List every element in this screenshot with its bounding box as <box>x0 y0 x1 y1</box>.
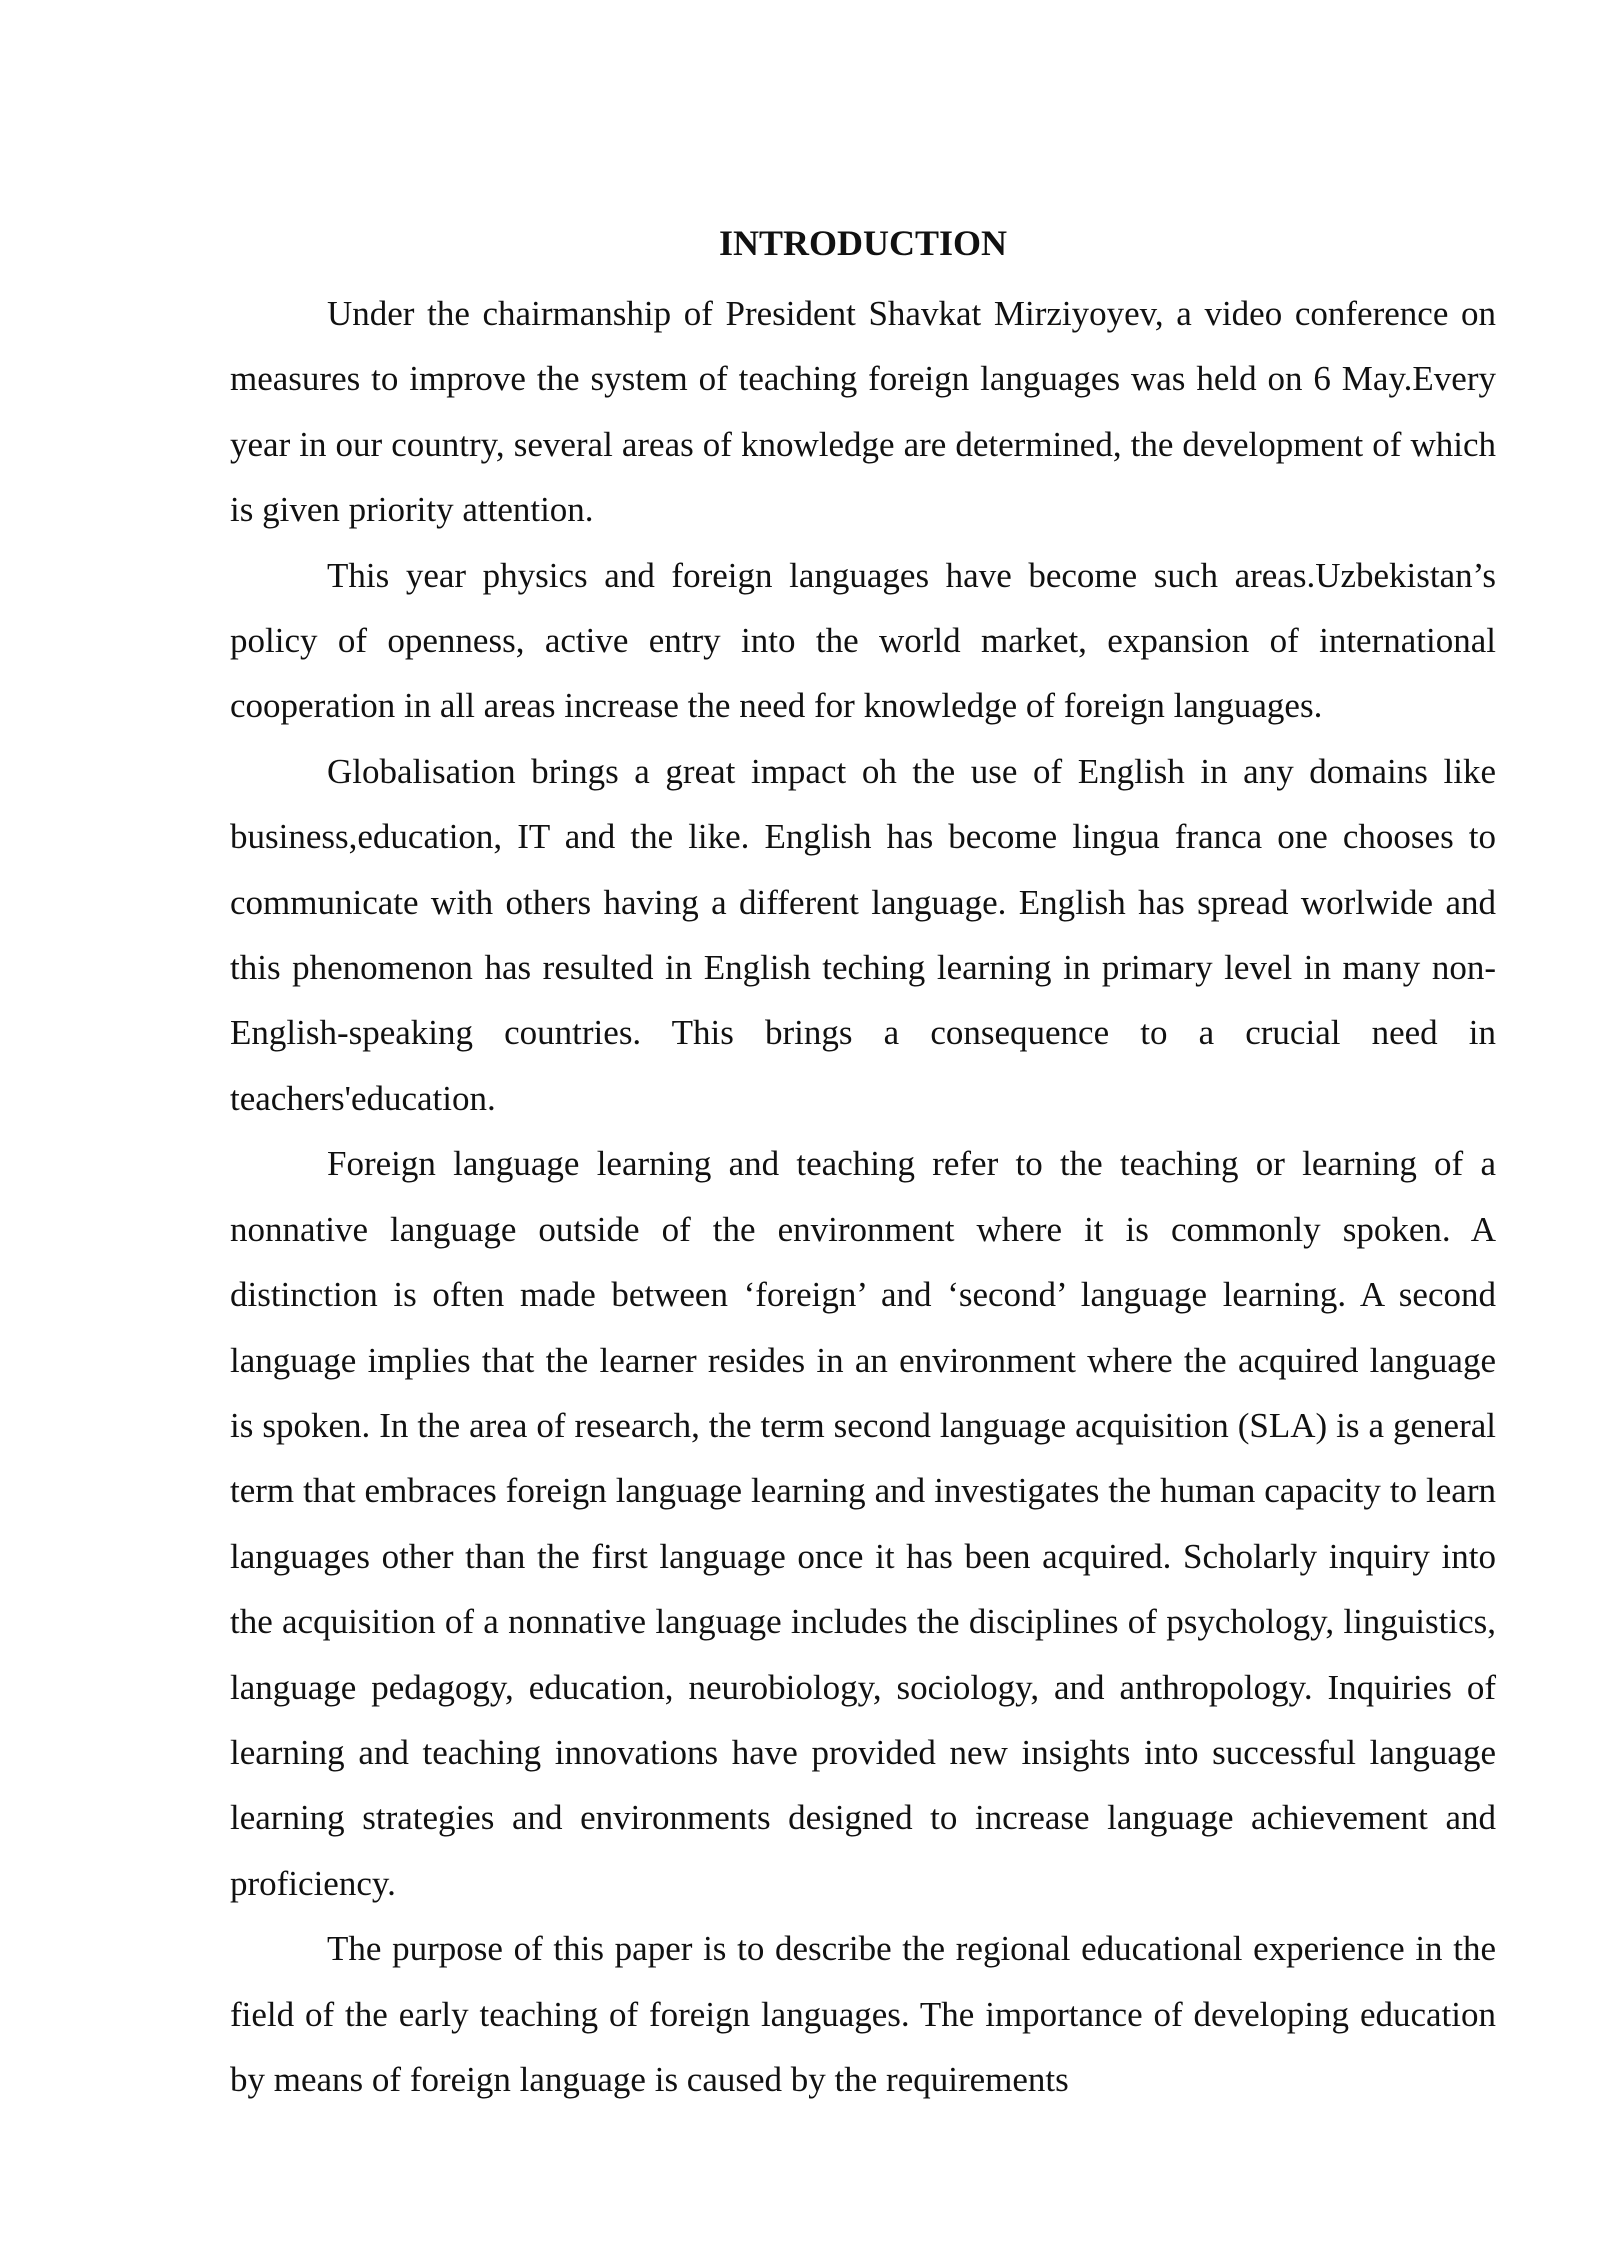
document-title: INTRODUCTION <box>718 223 1008 263</box>
paragraph-1: Under the chairmanship of President Shavkat Mirziyoyev, a video conference on measures to improve the system of teaching foreign languages was held on 6 May.Every year in our country, several areas of knowledge are determined, the development of which is given priority attention. <box>230 294 1496 530</box>
paragraph-3: Globalisation brings a great impact oh the use of English in any domains like business,education, IT and the like. English has become lingua franca one chooses to communicate with others having a different language. English has spread worlwide and this phenomenon has resulted in English teching learning in primary level in many non-English-speaking countries. This brings a consequence to a crucial need in teachers'education. <box>230 751 1496 1118</box>
paragraph-5: The purpose of this paper is to describe the regional educational experience in the field of the early teaching of foreign languages. The importance of developing education by means of foreign language is caused by the requirements <box>230 1929 1496 2099</box>
paragraph-2: This year physics and foreign languages have become such areas.Uzbekistan’s policy of openness, active entry into the world market, expansion of international cooperation in all areas increase the need for knowledge of foreign languages. <box>230 555 1496 726</box>
document-page <box>230 218 1496 2112</box>
paragraph-4: Foreign language learning and teaching refer to the teaching or learning of a nonnative language outside of the environment where it is commonly spoken. A distinction is often made between ‘foreign’ and ‘second’ language learning. A second language implies that the learner resides in an environment where the acquired language is spoken. In the area of research, the term second language acquisition (SLA) is a general term that embraces foreign language learning and investigates the human capacity to learn languages other than the first language once it has been acquired. Scholarly inquiry into the acquisition of a nonnative language includes the disciplines of psychology, linguistics, language pedagogy, education, neurobiology, sociology, and anthropology. Inquiries of learning and teaching innovations have provided new insights into successful language learning strategies and environments designed to increase language achievement and proficiency. <box>230 1144 1496 1903</box>
